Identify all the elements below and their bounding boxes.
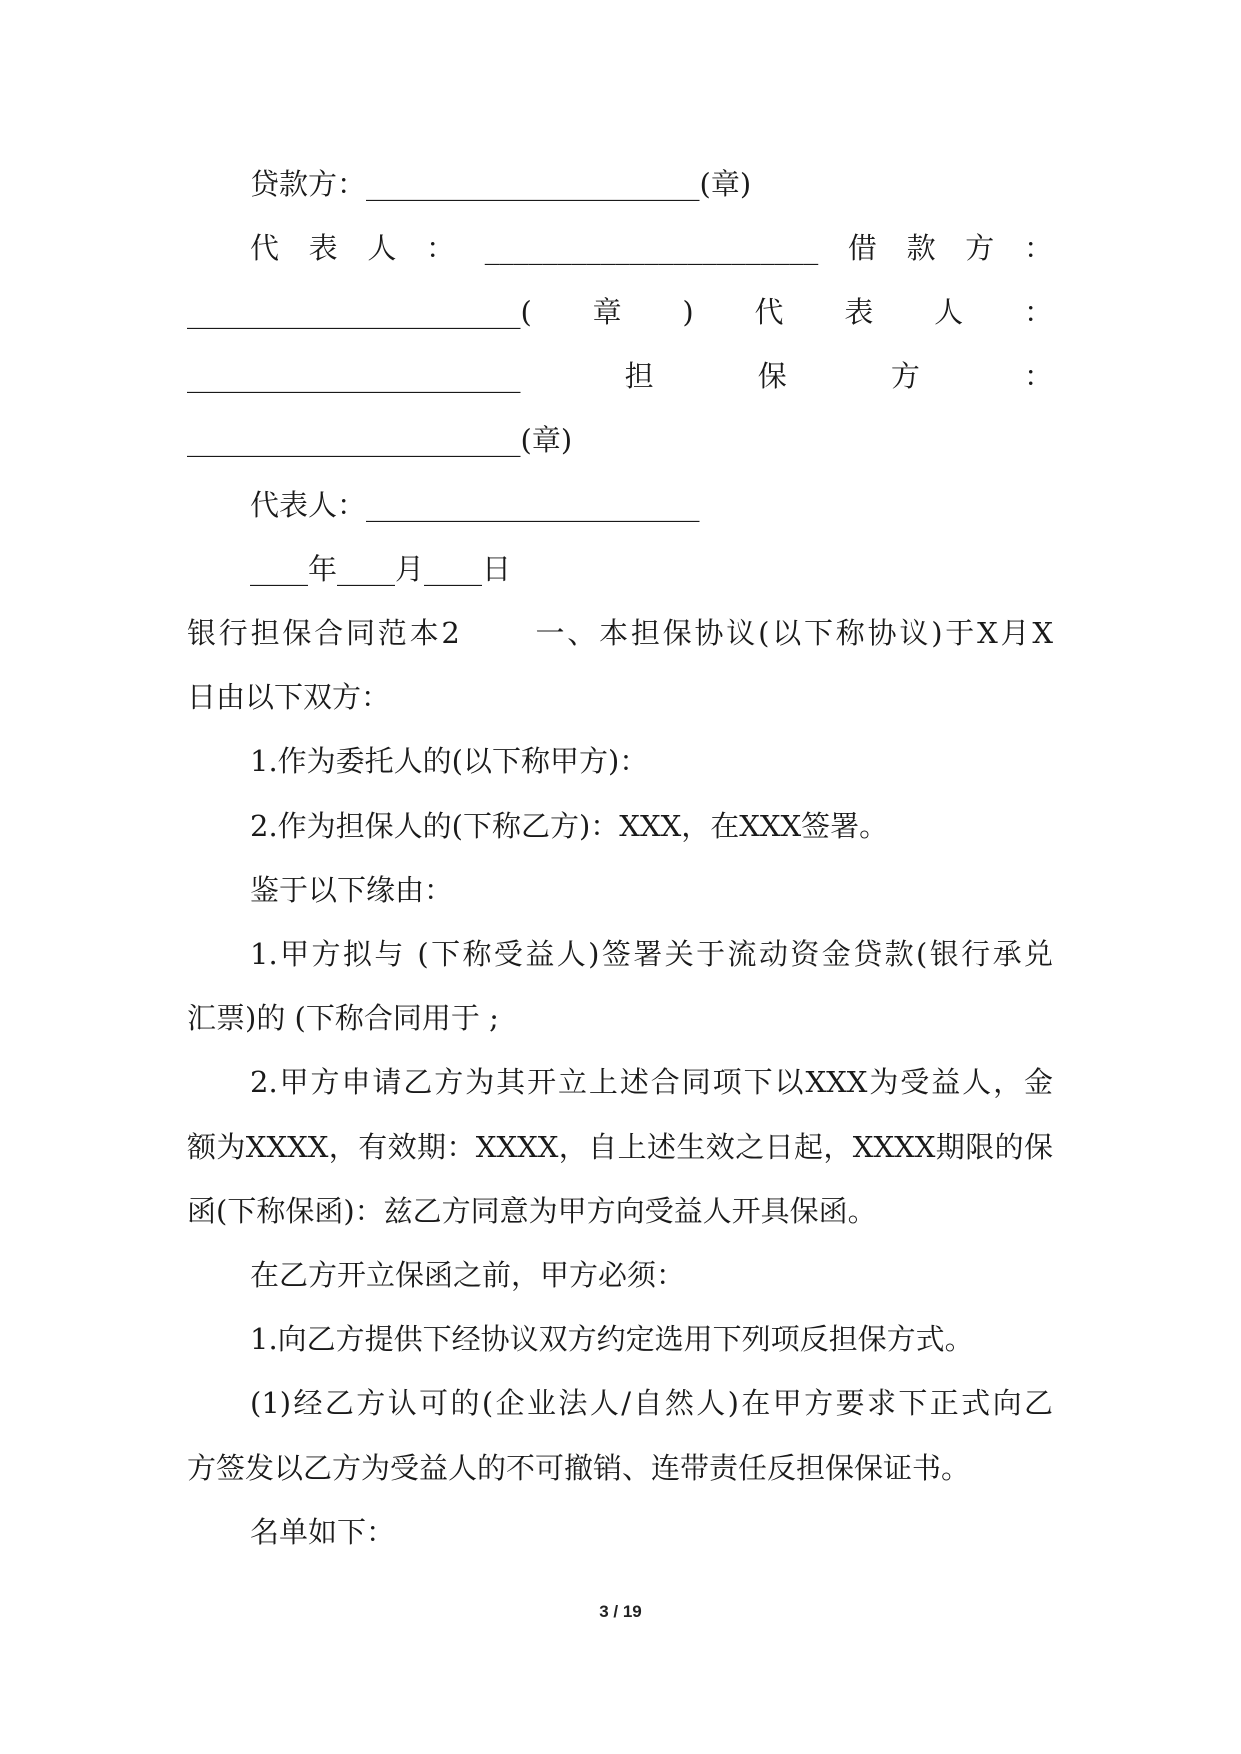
paragraph-line: 2.甲方申请乙方为其开立上述合同项下以XXX为受益人，金 [250, 1065, 1053, 1099]
borrower-seal-rep-line: _______________________(章)代表人： [187, 295, 1053, 329]
paragraph-line: 2.作为担保人的(下称乙方)：XXX，在XXX签署。 [250, 809, 889, 843]
guarantor-rep-line: 代表人：_______________________ [250, 488, 700, 522]
paragraph-line: 在乙方开立保函之前，甲方必须： [250, 1258, 686, 1292]
paragraph-line: 1.向乙方提供下经协议双方约定选用下列项反担保方式。 [250, 1322, 974, 1356]
lender-signature-line: 贷款方：_______________________(章) [250, 167, 752, 201]
paragraph-line: 汇票)的 (下称合同用于 ; [187, 1001, 499, 1035]
paragraph-line: 鉴于以下缘由： [250, 873, 454, 907]
paragraph-line: 日由以下双方： [187, 680, 391, 714]
guarantor-seal-line: _______________________(章) [187, 423, 573, 457]
paragraph-line: 额为XXXX，有效期：XXXX，自上述生效之日起，XXXX期限的保 [187, 1130, 1053, 1164]
page-number: 3 / 19 [599, 1602, 642, 1621]
template-heading-line: 银行担保合同范本2 一、本担保协议(以下称协议)于X月X [187, 616, 1053, 650]
guarantor-line: _______________________担保方： [187, 359, 1053, 393]
paragraph-line: 1.作为委托人的(以下称甲方)： [250, 744, 649, 778]
paragraph-line: 函(下称保函)：兹乙方同意为甲方向受益人开具保函。 [187, 1194, 877, 1228]
date-line: ____年____月____日 [250, 552, 512, 586]
paragraph-line: 1.甲方拟与 (下称受益人)签署关于流动资金贷款(银行承兑 [250, 937, 1053, 971]
lender-rep-borrower-line: 代表人：_______________________借款方： [250, 231, 1053, 265]
paragraph-line: 方签发以乙方为受益人的不可撤销、连带责任反担保保证书。 [187, 1451, 971, 1485]
paragraph-line: 名单如下： [250, 1515, 396, 1549]
paragraph-line: (1)经乙方认可的(企业法人/自然人)在甲方要求下正式向乙 [250, 1386, 1053, 1420]
